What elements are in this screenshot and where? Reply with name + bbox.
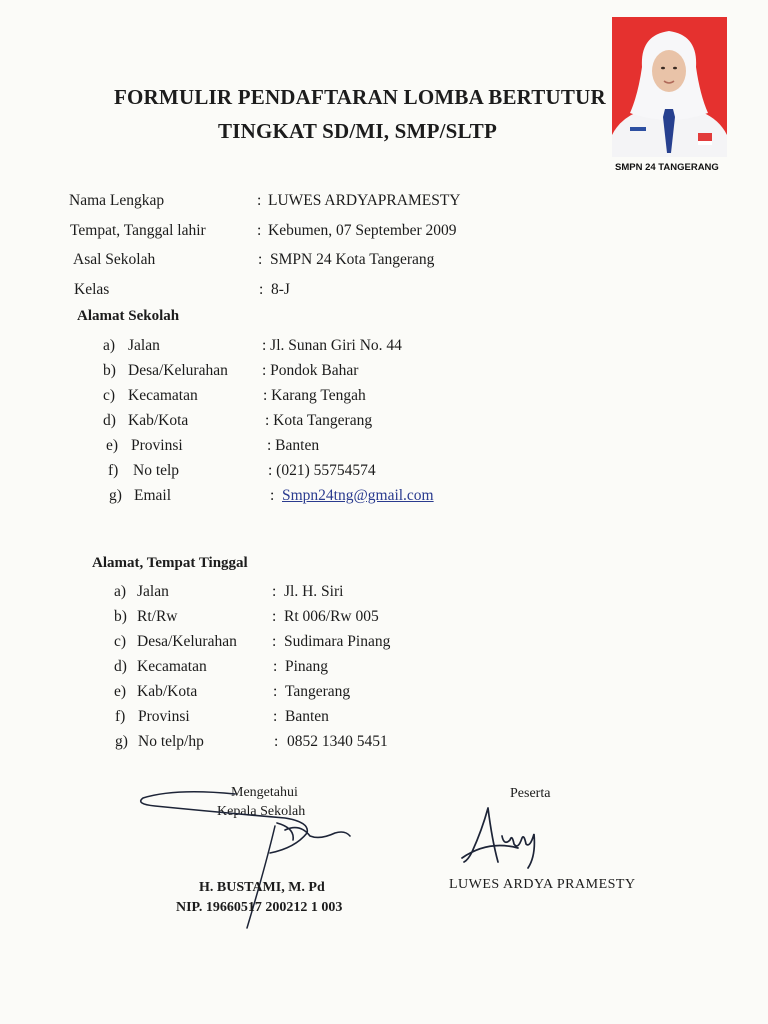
item-label: Kecamatan (128, 387, 198, 404)
principal-nip: NIP. 19660517 200212 1 003 (176, 900, 343, 915)
item-marker: d) (114, 658, 127, 675)
item-label: No telp (133, 462, 180, 479)
principal-title: Kepala Sekolah (217, 804, 306, 819)
item-value: : Karang Tengah (263, 387, 366, 404)
item-label: Jalan (137, 583, 169, 600)
item-marker: e) (106, 437, 119, 454)
form-title-line-2: TINGKAT SD/MI, SMP/SLTP (218, 119, 498, 143)
item-label: Kecamatan (137, 658, 207, 675)
home-address-heading: Alamat, Tempat Tinggal (92, 555, 248, 571)
item-value: : Banten (267, 437, 320, 454)
item-value: Jl. H. Siri (284, 583, 344, 600)
item-value: Banten (285, 708, 329, 725)
item-value: Tangerang (285, 683, 351, 700)
item-label: Jalan (128, 337, 160, 354)
item-value: : Pondok Bahar (262, 362, 359, 379)
participant-sep: : (257, 222, 262, 239)
item-value: Sudimara Pinang (284, 633, 391, 650)
form-title-line-1: FORMULIR PENDAFTARAN LOMBA BERTUTUR (114, 85, 606, 109)
item-label: Kab/Kota (128, 412, 189, 429)
item-value: 0852 1340 5451 (287, 733, 388, 750)
item-label: Provinsi (131, 437, 183, 454)
participant-value: LUWES ARDYAPRAMESTY (268, 192, 461, 209)
item-sep: : (273, 683, 278, 700)
item-sep: : (272, 633, 277, 650)
student-photo (612, 17, 727, 157)
participant-label: Tempat, Tanggal lahir (70, 222, 206, 239)
item-marker: b) (114, 608, 127, 625)
participant-value: SMPN 24 Kota Tangerang (270, 251, 435, 268)
item-marker: a) (103, 337, 116, 354)
item-marker: b) (103, 362, 116, 379)
participant-sep: : (258, 251, 263, 268)
student-portrait-image (612, 17, 727, 157)
participant-value: Kebumen, 07 September 2009 (268, 222, 457, 239)
item-marker: c) (114, 633, 127, 650)
item-sep: : (273, 658, 278, 675)
school-address-heading: Alamat Sekolah (77, 308, 180, 324)
item-value: : (021) 55754574 (268, 462, 376, 479)
participant-label: Nama Lengkap (69, 192, 165, 209)
email-link[interactable]: Smpn24tng@gmail.com (282, 487, 434, 504)
item-label: Kab/Kota (137, 683, 198, 700)
item-label: Email (134, 487, 172, 504)
item-marker: g) (115, 733, 128, 750)
participant-sep: : (259, 281, 264, 298)
item-marker: e) (114, 683, 127, 700)
participant-signature (458, 800, 568, 870)
item-marker: c) (103, 387, 116, 404)
item-sep: : (273, 708, 278, 725)
principal-name: H. BUSTAMI, M. Pd (199, 880, 325, 895)
item-marker: a) (114, 583, 127, 600)
participant-sep: : (257, 192, 262, 209)
participant-value: 8-J (271, 281, 290, 298)
item-label: Provinsi (138, 708, 190, 725)
item-value: : Jl. Sunan Giri No. 44 (262, 337, 402, 354)
item-label: Rt/Rw (137, 608, 178, 625)
item-marker: f) (108, 462, 119, 479)
participant-name: LUWES ARDYA PRAMESTY (449, 877, 636, 892)
item-value: Pinang (285, 658, 329, 675)
item-sep: : (272, 608, 277, 625)
item-sep: : (272, 583, 277, 600)
item-sep: : (274, 733, 279, 750)
participant-label: Peserta (510, 786, 551, 801)
acknowledged-label: Mengetahui (231, 785, 298, 800)
participant-label: Asal Sekolah (73, 251, 156, 268)
item-label: Desa/Kelurahan (137, 633, 237, 650)
item-value: Rt 006/Rw 005 (284, 608, 379, 625)
participant-label: Kelas (74, 281, 110, 298)
item-sep: : (270, 487, 275, 504)
item-value: : Kota Tangerang (265, 412, 373, 429)
item-marker: f) (115, 708, 126, 725)
item-label: Desa/Kelurahan (128, 362, 228, 379)
item-marker: d) (103, 412, 116, 429)
item-marker: g) (109, 487, 122, 504)
item-label: No telp/hp (138, 733, 204, 750)
photo-caption: SMPN 24 TANGERANG (615, 162, 719, 173)
